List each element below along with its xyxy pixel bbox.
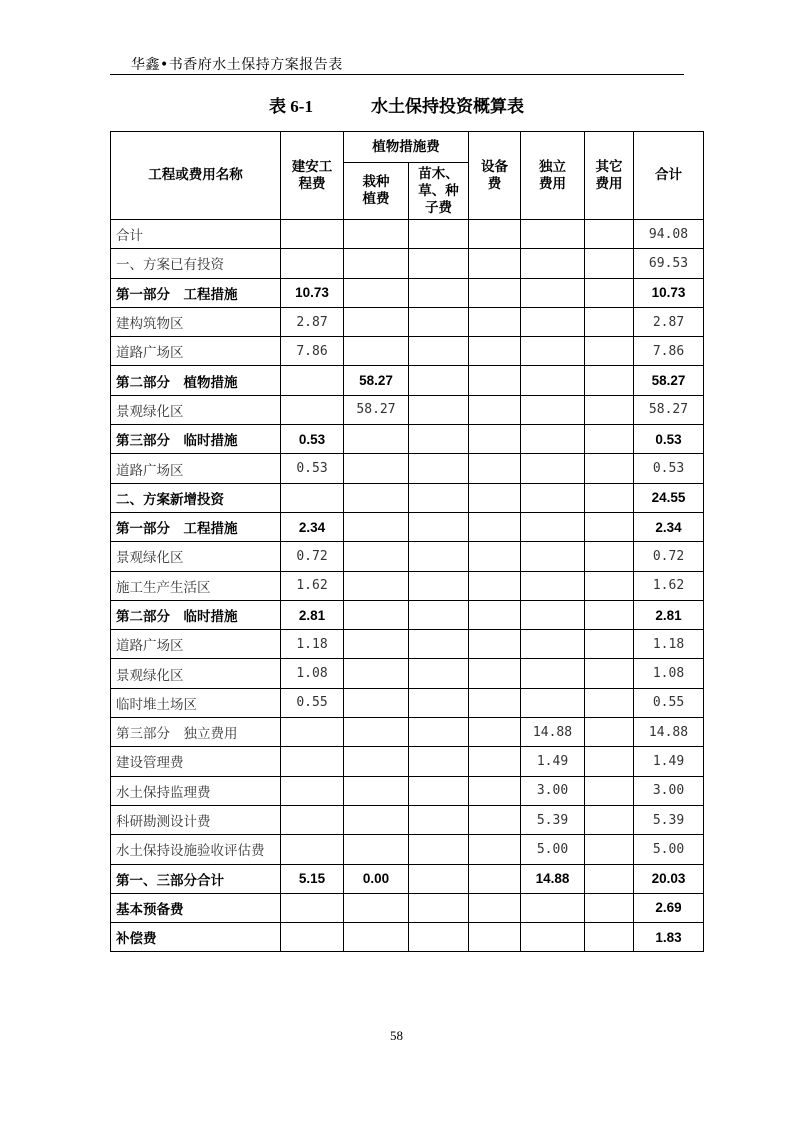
row-name: 合计 bbox=[111, 220, 281, 249]
cell-seedlings bbox=[409, 454, 469, 483]
cell-equipment bbox=[469, 718, 521, 747]
cell-independent: 3.00 bbox=[521, 776, 585, 805]
table-row bbox=[111, 923, 704, 952]
cell-independent bbox=[521, 659, 585, 688]
cell-independent: 5.39 bbox=[521, 805, 585, 834]
cell-equipment bbox=[469, 220, 521, 249]
page-number: 58 bbox=[390, 1028, 403, 1043]
row-name: 景观绿化区 bbox=[111, 395, 281, 424]
cell-other bbox=[585, 630, 634, 659]
header-seedlings: 苗木、草、种子费 bbox=[409, 163, 469, 220]
cell-independent: 1.49 bbox=[521, 747, 585, 776]
table-row bbox=[111, 688, 704, 717]
cell-seedlings bbox=[409, 688, 469, 717]
cell-equipment bbox=[469, 630, 521, 659]
cell-other bbox=[585, 805, 634, 834]
cell-total: 2.69 bbox=[634, 893, 704, 922]
cell-seedlings bbox=[409, 835, 469, 864]
row-name: 第二部分 植物措施 bbox=[111, 366, 281, 395]
cell-seedlings bbox=[409, 659, 469, 688]
cell-planting bbox=[344, 425, 409, 454]
header-plant-measures: 植物措施费 bbox=[344, 132, 469, 163]
cell-construction: 0.53 bbox=[281, 454, 344, 483]
cell-planting bbox=[344, 718, 409, 747]
cell-equipment bbox=[469, 747, 521, 776]
cell-planting bbox=[344, 249, 409, 278]
cell-construction: 1.18 bbox=[281, 630, 344, 659]
cell-independent bbox=[521, 483, 585, 512]
cell-construction bbox=[281, 923, 344, 952]
table-row bbox=[111, 454, 704, 483]
row-name: 科研勘测设计费 bbox=[111, 805, 281, 834]
cell-independent bbox=[521, 249, 585, 278]
row-name: 第一部分 工程措施 bbox=[111, 512, 281, 541]
cell-total: 1.49 bbox=[634, 747, 704, 776]
cell-other bbox=[585, 512, 634, 541]
cell-equipment bbox=[469, 395, 521, 424]
table-row bbox=[111, 307, 704, 336]
cell-equipment bbox=[469, 571, 521, 600]
row-name: 道路广场区 bbox=[111, 454, 281, 483]
cell-equipment bbox=[469, 483, 521, 512]
cell-total: 0.72 bbox=[634, 542, 704, 571]
cell-total: 14.88 bbox=[634, 718, 704, 747]
cell-other bbox=[585, 835, 634, 864]
cell-other bbox=[585, 776, 634, 805]
header-planting: 栽种植费 bbox=[344, 163, 409, 220]
row-name: 第三部分 临时措施 bbox=[111, 425, 281, 454]
cell-construction bbox=[281, 483, 344, 512]
table-row bbox=[111, 805, 704, 834]
cell-total: 1.83 bbox=[634, 923, 704, 952]
table-number: 表 6-1 bbox=[269, 97, 313, 116]
cell-construction: 2.34 bbox=[281, 512, 344, 541]
table-body bbox=[111, 220, 704, 952]
table-row bbox=[111, 747, 704, 776]
cell-planting bbox=[344, 220, 409, 249]
cell-total: 1.18 bbox=[634, 630, 704, 659]
cell-construction bbox=[281, 805, 344, 834]
cell-independent bbox=[521, 307, 585, 336]
table-row bbox=[111, 718, 704, 747]
cell-other bbox=[585, 600, 634, 629]
cell-total: 94.08 bbox=[634, 220, 704, 249]
cell-seedlings bbox=[409, 630, 469, 659]
table-row bbox=[111, 600, 704, 629]
cell-planting: 58.27 bbox=[344, 395, 409, 424]
cell-planting bbox=[344, 337, 409, 366]
row-name: 水土保持监理费 bbox=[111, 776, 281, 805]
table-caption: 水土保持投资概算表 bbox=[370, 97, 524, 117]
investment-estimate-table bbox=[110, 131, 704, 952]
cell-other bbox=[585, 220, 634, 249]
row-name: 第一部分 工程措施 bbox=[111, 278, 281, 307]
cell-other bbox=[585, 483, 634, 512]
cell-independent bbox=[521, 893, 585, 922]
table-row bbox=[111, 366, 704, 395]
cell-independent bbox=[521, 337, 585, 366]
cell-equipment bbox=[469, 454, 521, 483]
cell-planting bbox=[344, 835, 409, 864]
cell-other bbox=[585, 747, 634, 776]
table-row bbox=[111, 864, 704, 893]
cell-other bbox=[585, 454, 634, 483]
cell-other bbox=[585, 571, 634, 600]
table-row bbox=[111, 630, 704, 659]
cell-equipment bbox=[469, 425, 521, 454]
table-row bbox=[111, 395, 704, 424]
cell-seedlings bbox=[409, 249, 469, 278]
cell-seedlings bbox=[409, 278, 469, 307]
cell-total: 0.53 bbox=[634, 425, 704, 454]
cell-planting bbox=[344, 571, 409, 600]
row-name: 基本预备费 bbox=[111, 893, 281, 922]
cell-construction bbox=[281, 718, 344, 747]
table-row bbox=[111, 249, 704, 278]
row-name: 临时堆土场区 bbox=[111, 688, 281, 717]
cell-planting bbox=[344, 600, 409, 629]
header-total: 合计 bbox=[634, 132, 704, 220]
cell-seedlings bbox=[409, 395, 469, 424]
cell-construction bbox=[281, 220, 344, 249]
cell-planting bbox=[344, 688, 409, 717]
cell-independent: 14.88 bbox=[521, 718, 585, 747]
cell-independent: 5.00 bbox=[521, 835, 585, 864]
cell-construction bbox=[281, 835, 344, 864]
cell-planting bbox=[344, 307, 409, 336]
cell-construction: 10.73 bbox=[281, 278, 344, 307]
table-title bbox=[0, 92, 793, 117]
table-row bbox=[111, 483, 704, 512]
table-row bbox=[111, 835, 704, 864]
cell-equipment bbox=[469, 923, 521, 952]
cell-planting bbox=[344, 278, 409, 307]
cell-total: 2.34 bbox=[634, 512, 704, 541]
row-name: 水土保持设施验收评估费 bbox=[111, 835, 281, 864]
cell-seedlings bbox=[409, 805, 469, 834]
row-name: 二、方案新增投资 bbox=[111, 483, 281, 512]
header-rule bbox=[110, 74, 684, 75]
cell-independent bbox=[521, 542, 585, 571]
cell-seedlings bbox=[409, 893, 469, 922]
cell-total: 0.55 bbox=[634, 688, 704, 717]
cell-independent bbox=[521, 571, 585, 600]
cell-seedlings bbox=[409, 307, 469, 336]
cell-construction: 0.72 bbox=[281, 542, 344, 571]
cell-other bbox=[585, 893, 634, 922]
cell-other bbox=[585, 864, 634, 893]
cell-independent bbox=[521, 425, 585, 454]
cell-total: 20.03 bbox=[634, 864, 704, 893]
cell-seedlings bbox=[409, 571, 469, 600]
cell-construction: 2.87 bbox=[281, 307, 344, 336]
cell-independent bbox=[521, 512, 585, 541]
cell-seedlings bbox=[409, 512, 469, 541]
cell-seedlings bbox=[409, 366, 469, 395]
cell-total: 58.27 bbox=[634, 366, 704, 395]
cell-planting bbox=[344, 805, 409, 834]
cell-independent bbox=[521, 688, 585, 717]
table-row bbox=[111, 425, 704, 454]
cell-total: 5.00 bbox=[634, 835, 704, 864]
cell-total: 1.08 bbox=[634, 659, 704, 688]
cell-total: 2.81 bbox=[634, 600, 704, 629]
cell-independent bbox=[521, 395, 585, 424]
cell-other bbox=[585, 425, 634, 454]
cell-equipment bbox=[469, 337, 521, 366]
row-name: 第一、三部分合计 bbox=[111, 864, 281, 893]
header-other: 其它费用 bbox=[585, 132, 634, 220]
cell-independent bbox=[521, 278, 585, 307]
cell-other bbox=[585, 337, 634, 366]
cell-equipment bbox=[469, 249, 521, 278]
cell-seedlings bbox=[409, 220, 469, 249]
row-name: 施工生产生活区 bbox=[111, 571, 281, 600]
cell-construction: 7.86 bbox=[281, 337, 344, 366]
cell-other bbox=[585, 249, 634, 278]
cell-equipment bbox=[469, 600, 521, 629]
cell-total: 3.00 bbox=[634, 776, 704, 805]
row-name: 道路广场区 bbox=[111, 337, 281, 366]
table-row bbox=[111, 220, 704, 249]
table-row bbox=[111, 571, 704, 600]
header-independent: 独立费用 bbox=[521, 132, 585, 220]
cell-planting bbox=[344, 454, 409, 483]
cell-total: 0.53 bbox=[634, 454, 704, 483]
cell-seedlings bbox=[409, 483, 469, 512]
cell-equipment bbox=[469, 864, 521, 893]
row-name: 第二部分 临时措施 bbox=[111, 600, 281, 629]
row-name: 补偿费 bbox=[111, 923, 281, 952]
cell-construction: 1.08 bbox=[281, 659, 344, 688]
cell-other bbox=[585, 542, 634, 571]
cell-equipment bbox=[469, 278, 521, 307]
cell-other bbox=[585, 395, 634, 424]
cell-other bbox=[585, 278, 634, 307]
row-name: 一、方案已有投资 bbox=[111, 249, 281, 278]
cell-equipment bbox=[469, 307, 521, 336]
table-row bbox=[111, 893, 704, 922]
cell-seedlings bbox=[409, 747, 469, 776]
cell-construction bbox=[281, 747, 344, 776]
cell-total: 58.27 bbox=[634, 395, 704, 424]
row-name: 建构筑物区 bbox=[111, 307, 281, 336]
row-name: 景观绿化区 bbox=[111, 542, 281, 571]
cell-other bbox=[585, 923, 634, 952]
cell-planting: 0.00 bbox=[344, 864, 409, 893]
cell-independent bbox=[521, 923, 585, 952]
cell-equipment bbox=[469, 659, 521, 688]
header-construction: 建安工程费 bbox=[281, 132, 344, 220]
cell-other bbox=[585, 718, 634, 747]
cell-seedlings bbox=[409, 425, 469, 454]
cell-construction: 5.15 bbox=[281, 864, 344, 893]
table-row bbox=[111, 337, 704, 366]
cell-independent bbox=[521, 366, 585, 395]
header-name: 工程或费用名称 bbox=[111, 132, 281, 220]
cell-seedlings bbox=[409, 600, 469, 629]
cell-construction bbox=[281, 249, 344, 278]
cell-seedlings bbox=[409, 923, 469, 952]
cell-construction: 1.62 bbox=[281, 571, 344, 600]
table-row bbox=[111, 659, 704, 688]
table-row bbox=[111, 776, 704, 805]
cell-total: 2.87 bbox=[634, 307, 704, 336]
cell-total: 5.39 bbox=[634, 805, 704, 834]
cell-planting bbox=[344, 630, 409, 659]
cell-construction bbox=[281, 395, 344, 424]
cell-other bbox=[585, 366, 634, 395]
cell-planting bbox=[344, 776, 409, 805]
cell-total: 24.55 bbox=[634, 483, 704, 512]
cell-construction bbox=[281, 893, 344, 922]
cell-other bbox=[585, 688, 634, 717]
cell-independent: 14.88 bbox=[521, 864, 585, 893]
cell-construction bbox=[281, 366, 344, 395]
cell-seedlings bbox=[409, 864, 469, 893]
running-header: 华鑫•书香府水土保持方案报告表 bbox=[131, 57, 343, 73]
cell-independent bbox=[521, 220, 585, 249]
cell-construction: 0.55 bbox=[281, 688, 344, 717]
cell-planting bbox=[344, 483, 409, 512]
table-row bbox=[111, 278, 704, 307]
row-name: 第三部分 独立费用 bbox=[111, 718, 281, 747]
cell-equipment bbox=[469, 776, 521, 805]
cell-seedlings bbox=[409, 542, 469, 571]
cell-other bbox=[585, 659, 634, 688]
cell-equipment bbox=[469, 835, 521, 864]
cell-planting bbox=[344, 747, 409, 776]
cell-seedlings bbox=[409, 776, 469, 805]
cell-total: 7.86 bbox=[634, 337, 704, 366]
cell-planting: 58.27 bbox=[344, 366, 409, 395]
row-name: 景观绿化区 bbox=[111, 659, 281, 688]
cell-planting bbox=[344, 893, 409, 922]
cell-seedlings bbox=[409, 718, 469, 747]
table-row bbox=[111, 542, 704, 571]
cell-equipment bbox=[469, 366, 521, 395]
cell-independent bbox=[521, 600, 585, 629]
cell-construction bbox=[281, 776, 344, 805]
cell-equipment bbox=[469, 805, 521, 834]
cell-independent bbox=[521, 630, 585, 659]
cell-seedlings bbox=[409, 337, 469, 366]
cell-construction: 2.81 bbox=[281, 600, 344, 629]
cell-equipment bbox=[469, 542, 521, 571]
cell-independent bbox=[521, 454, 585, 483]
cell-equipment bbox=[469, 893, 521, 922]
row-name: 道路广场区 bbox=[111, 630, 281, 659]
cell-other bbox=[585, 307, 634, 336]
cell-total: 69.53 bbox=[634, 249, 704, 278]
cell-planting bbox=[344, 923, 409, 952]
header-equipment: 设备费 bbox=[469, 132, 521, 220]
cell-total: 1.62 bbox=[634, 571, 704, 600]
cell-planting bbox=[344, 542, 409, 571]
cell-equipment bbox=[469, 688, 521, 717]
cell-total: 10.73 bbox=[634, 278, 704, 307]
cell-planting bbox=[344, 659, 409, 688]
row-name: 建设管理费 bbox=[111, 747, 281, 776]
cell-equipment bbox=[469, 512, 521, 541]
cell-planting bbox=[344, 512, 409, 541]
cell-construction: 0.53 bbox=[281, 425, 344, 454]
table-row bbox=[111, 512, 704, 541]
